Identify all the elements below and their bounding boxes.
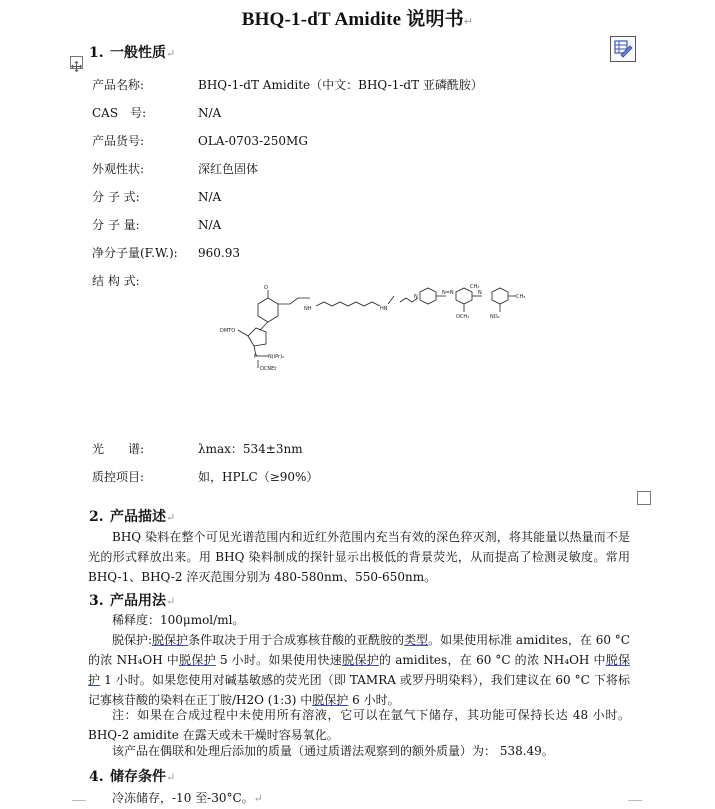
structure-label: CH₃ — [516, 294, 526, 300]
usage-dilution: 稀释度：100μmol/ml。 — [112, 613, 245, 627]
structure-label: N=N — [442, 290, 454, 296]
page-corner-mark — [72, 800, 86, 809]
structure-label: NO₂ — [490, 314, 500, 320]
section-heading-properties: 1. 一般性质↵ — [89, 45, 176, 61]
structure-label: OCNEt — [260, 366, 277, 372]
structure-label: CH₃ — [470, 284, 480, 290]
structure-label: N(iPr)₂ — [268, 354, 285, 360]
table-resize-handle[interactable] — [637, 491, 651, 505]
table-move-handle[interactable] — [70, 56, 83, 69]
structure-label: HN — [380, 306, 388, 312]
usage-note: 注：如果在合成过程中未使用所有溶液，它可以在氩气下储存，其功能可保持长达 48 小时。BHQ-2 amidite 在露天或未干燥时容易氧化。 — [88, 708, 630, 742]
structure-label: N — [414, 294, 418, 300]
structure-label: O — [264, 285, 268, 291]
description-paragraph: BHQ 染料在整个可见光谱范围内和近红外范围内充当有效的深色猝灭剂，将其能量以热量而不是光的形式释放出来。用 BHQ 染料制成的探针显示出极低的背景荧光，从而提高了检测灵敏度。常用 BHQ-1、BHQ-2 淬灭范围分别为 480-580nm、550-650nm。 — [88, 530, 630, 584]
layout-options-button[interactable] — [610, 36, 636, 62]
usage-mass: 该产品在偶联和处理后添加的质量（通过质谱法观察到的额外质量）为： 538.49。 — [112, 744, 554, 758]
structure-label: NH — [304, 306, 312, 312]
section-heading-storage: 4. 储存条件↵ — [89, 769, 176, 785]
structure-label: OCH₃ — [456, 314, 470, 320]
page-corner-mark — [628, 800, 642, 809]
document-title: BHQ-1-dT Amidite 说明书↵ — [241, 9, 474, 30]
structure-label: DMTO — [220, 328, 236, 334]
move-icon — [71, 61, 82, 72]
usage-deprotection: 脱保护:脱保护条件取决于用于合成寡核苷酸的亚酰胺的类型。如果使用标准 amidites，在 60 °C 的浓 NH₄OH 中脱保护 5 小时。如果使用快速脱保护的 amidites，在 60 °C 的浓 NH₄OH 中脱保护 1 小时。如果您使用对碱基敏感的荧光团（即 TAMRA 或罗丹明染料），我们建议在 60 °C 下将标记寡核苷酸的染料在正丁胺/H2O (1:3) 中脱保护 6 小时。 — [88, 633, 631, 707]
storage-text: 冷冻储存，-10 至-30°C。↵ — [112, 791, 263, 805]
structure-formula — [220, 284, 540, 374]
layout-options-icon — [611, 37, 635, 61]
section-heading-description: 2. 产品描述↵ — [89, 509, 176, 525]
structure-label: P — [254, 354, 258, 360]
section-heading-usage: 3. 产品用法↵ — [89, 593, 176, 609]
structure-label: N — [478, 290, 482, 296]
